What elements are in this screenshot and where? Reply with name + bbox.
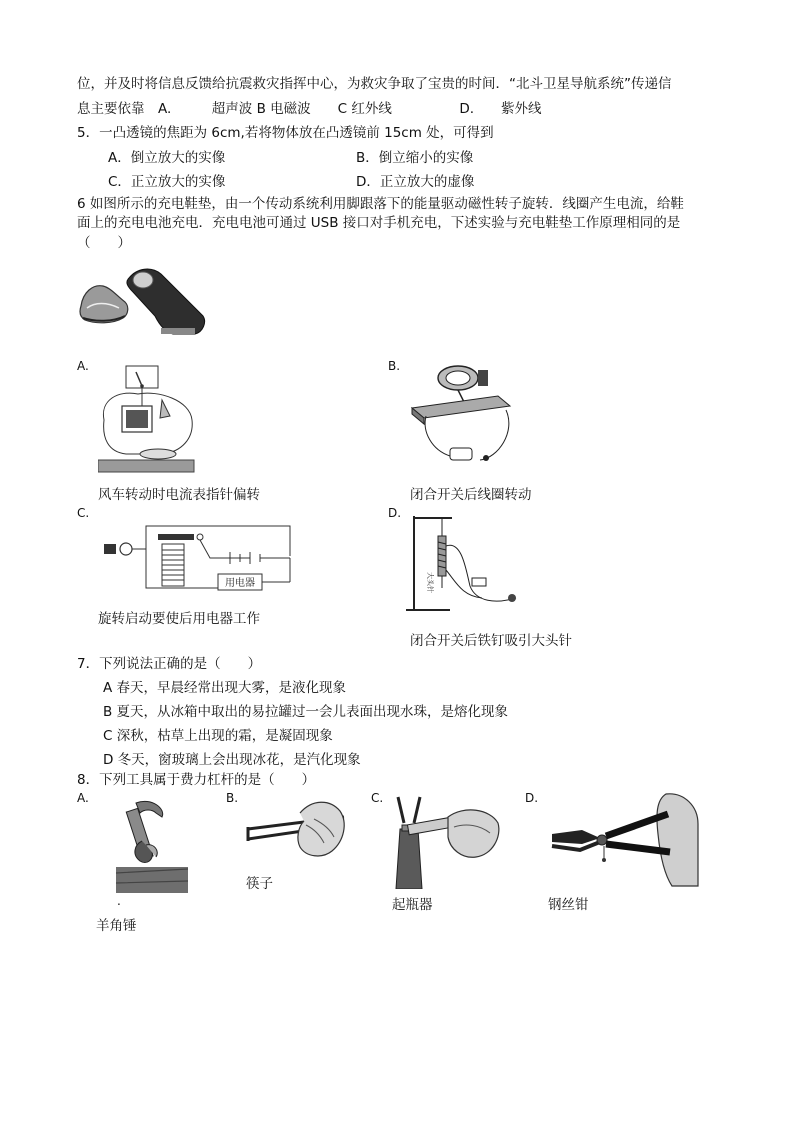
q7-option-d: D 冬天，窗玻璃上会出现冰花，是汽化现象 [103,752,361,768]
intro-line-1: 位，并及时将信息反馈给抗震救灾指挥中心，为救灾争取了宝贵的时间．“北斗卫星导航系统”传递信 [77,76,672,92]
q8-image-a-claw-hammer [116,795,188,895]
q8-image-d-pliers [548,790,700,892]
q8-label-d: D. [525,791,539,805]
q6-stem-line-3: （ ） [77,235,131,251]
q8-image-b-chopsticks [244,795,348,865]
intro-line-2: 息主要依靠 A. 超声波 B 电磁波 C 红外线 D. 紫外线 [77,101,542,117]
q8-caption-b: 筷子 [246,876,273,892]
q6-figure-b-motor [406,362,516,470]
relay-device-label: 用电器 [225,578,255,589]
q5-stem: 5．一凸透镜的焦距为 6cm,若将物体放在凸透镜前 15cm 处，可得到 [77,125,494,141]
q6-label-a: A. [77,359,89,373]
q5-option-d: D．正立放大的虚像 [356,174,475,190]
q8-caption-c: 起瓶器 [392,897,433,913]
q6-label-c: C. [77,506,90,520]
q8-label-c: C. [371,791,384,805]
q7-option-a: A 春天，早晨经常出现大雾，是液化现象 [103,680,347,696]
q6-label-b: B. [388,359,401,373]
q6-stem-line-1: 6 如图所示的充电鞋垫，由一个传动系统利用脚跟落下的能量驱动磁性转子旋转．线圈产生电流，给鞋 [77,196,684,212]
q5-option-a: A．倒立放大的实像 [108,150,226,166]
q8-label-a: A. [77,791,89,805]
nail-pins-label: 大头针 [426,572,434,593]
q6-figure-a-windmill [98,360,198,478]
q5-option-c: C．正立放大的实像 [108,174,226,190]
q6-figure-c-relay-circuit [100,522,300,594]
q7-stem: 7．下列说法正确的是（ ） [77,656,262,672]
q8-image-c-bottle-opener [392,793,502,889]
q7-option-c: C 深秋，枯草上出现的霜，是凝固现象 [103,728,333,744]
q5-option-b: B．倒立缩小的实像 [356,150,474,166]
q6-caption-c: 旋转启动要使后用电器工作 [98,611,260,627]
q6-label-d: D. [388,506,402,520]
q8-stray-dot: . [117,894,121,908]
q6-caption-b: 闭合开关后线圈转动 [410,487,532,503]
q6-figure-d-electromagnet [406,512,526,614]
q6-caption-d: 闭合开关后铁钉吸引大头针 [410,633,572,649]
q8-caption-d: 钢丝钳 [548,897,589,913]
charging-insole-image [77,262,207,338]
q7-option-b: B 夏天，从冰箱中取出的易拉罐过一会儿表面出现水珠，是熔化现象 [103,704,509,720]
q8-stem: 8．下列工具属于费力杠杆的是（ ） [77,772,316,788]
q8-label-b: B. [226,791,239,805]
q8-caption-a: 羊角锤 [96,918,137,934]
q6-caption-a: 风车转动时电流表指针偏转 [98,487,260,503]
q6-stem-line-2: 面上的充电电池充电．充电电池可通过 USB 接口对手机充电，下述实验与充电鞋垫工作原理相同的是 [77,215,681,231]
